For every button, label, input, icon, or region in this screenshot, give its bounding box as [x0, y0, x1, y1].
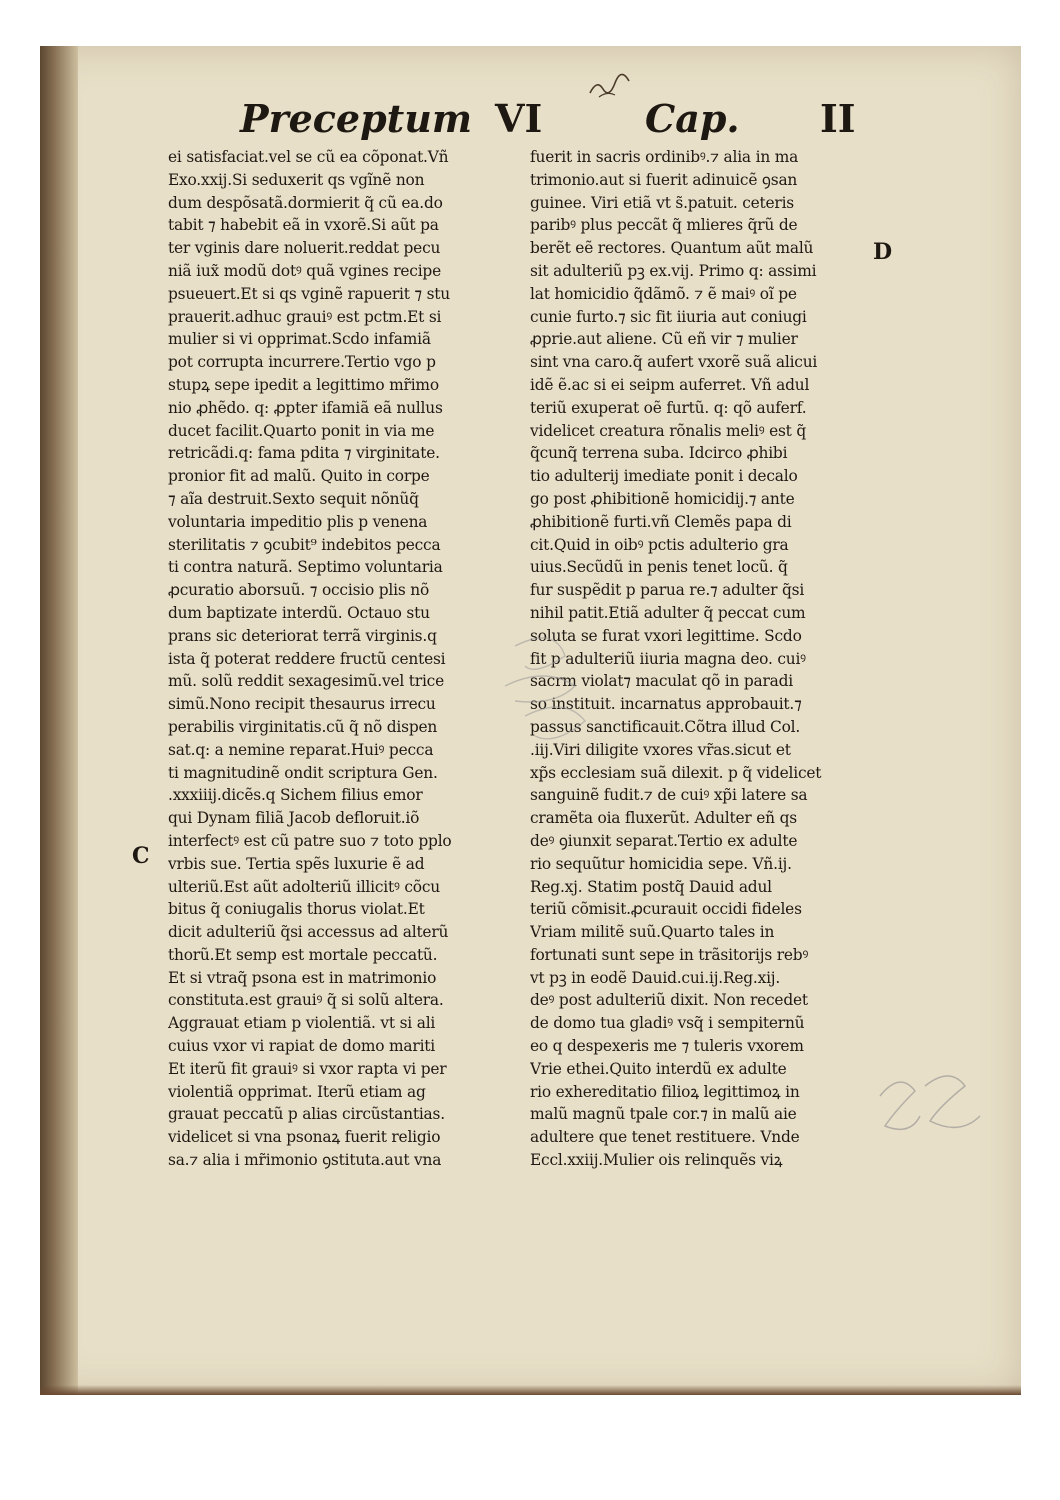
- text-line: cit.Quid in oibꝰ pctis adulterio gra: [530, 535, 789, 554]
- text-line: guinee. Viri etiã vt s̃.patuit. ceteris: [530, 193, 794, 212]
- header-chapter-label: Cap.: [645, 96, 740, 141]
- margin-section-mark: D: [873, 239, 893, 265]
- header-precept-number: VI: [495, 96, 543, 141]
- library-stamp: [870, 1066, 990, 1146]
- text-line: psueuert.Et si qs vginẽ rapuerit ⁊ stu: [168, 284, 450, 303]
- margin-section-mark: C: [132, 843, 150, 869]
- text-line: qui Dynam filiã Jacob defloruit.iõ: [168, 809, 420, 828]
- text-line: cuius vxor vi rapiat de domo mariti: [168, 1037, 435, 1056]
- text-line: prauerit.adhuc grauiꝰ est pctm.Et si: [168, 307, 442, 326]
- text-line: paribꝰ plus peccãt q̃ mlieres q̃rũ de: [530, 216, 798, 235]
- text-line: mũ. solũ reddit sexagesimũ.vel trice: [168, 672, 445, 691]
- text-line: retricãdi.q: fama pdita ⁊ virginitate.: [168, 444, 440, 463]
- text-line: idẽ ẽ.ac si ei seipm auferret. Vñ adul: [530, 375, 810, 394]
- text-line: sint vna caro.q̃ aufert vxorẽ suã alicui: [530, 353, 818, 372]
- text-line: deꝰ ꝯiunxit separat.Tertio ex adulte: [530, 831, 798, 850]
- text-line: trimonio.aut si fuerit adinuicẽ ꝯsan: [530, 170, 798, 189]
- text-line: grauat peccatũ p alias circũstantias.: [168, 1105, 445, 1124]
- text-line: sit adulteriũ pꝫ ex.vij. Primo q: assimi: [530, 261, 817, 280]
- text-line: fit p adulteriũ iiuria magna deo. cuiꝰ: [530, 649, 806, 668]
- text-line: fuerit in sacris ordinibꝰ.⁊ alia in ma: [530, 148, 799, 166]
- text-line: so instituit. incarnatus approbauit.⁊: [530, 695, 802, 714]
- text-line: soluta se furat vxori legittime. Scdo: [530, 626, 802, 645]
- text-line: simũ.Nono recipit thesaurus irrecu: [168, 695, 436, 714]
- text-line: sterilitatis ⁊ ꝯcubit⁹ indebitos pecca: [168, 535, 441, 554]
- text-line: nio ꝓhẽdo. q: ꝓpter ifamiã eã nullus: [168, 398, 443, 417]
- text-line: ⁊ aĩa destruit.Sexto sequit nõnũq̃: [168, 489, 419, 508]
- text-line: tio adulterij imediate ponit i decalo: [530, 467, 798, 486]
- text-line: ti magnitudinẽ ondit scriptura Gen.: [168, 763, 438, 782]
- text-line: teriũ cõmisit.ꝓcurauit occidi fideles: [530, 900, 802, 919]
- text-line: passus sanctificauit.Cõtra illud Col.: [530, 717, 801, 736]
- text-line: go post ꝓhibitionẽ homicidij.⁊ ante: [530, 489, 795, 508]
- text-line: sa.⁊ alia i mr̃imonio ꝯstituta.aut vna: [168, 1151, 442, 1170]
- text-line: stupꝝ sepe ipedit a legittimo mr̃imo: [168, 375, 439, 394]
- page-edge-shadow: [40, 1385, 1021, 1395]
- text-line: ter vginis dare noluerit.reddat pecu: [168, 239, 441, 258]
- text-line: sacrm violat⁊ maculat qõ in paradi: [530, 672, 793, 691]
- text-line: rio exhereditatio filioꝝ legittimoꝝ in: [530, 1082, 800, 1101]
- book-spine: [40, 46, 78, 1395]
- text-line: sanguinẽ fudit.⁊ de cuiꝰ xp̃i latere sa: [530, 786, 808, 805]
- text-line: pronior fit ad malũ. Quito in corpe: [168, 467, 430, 486]
- text-line: dum despõsatã.dormierit q̃ cũ ea.do: [168, 193, 443, 212]
- text-line: Et si vtraq̃ psona est in matrimonio: [168, 968, 437, 987]
- text-line: ista q̃ poterat reddere fructũ centesi: [168, 649, 446, 668]
- right-text-column: [530, 146, 870, 1172]
- text-line: eo q despexeris me ⁊ tuleris vxorem: [530, 1037, 804, 1056]
- text-line: fur suspẽdit p parua re.⁊ adulter q̃si: [530, 581, 805, 600]
- text-line: ꝓcuratio aborsuũ. ⁊ occisio plis nõ: [168, 581, 430, 600]
- text-line: thorũ.Et semp est mortale peccatũ.: [168, 945, 438, 964]
- text-line: voluntaria impeditio plis p venena: [168, 512, 428, 531]
- text-line: malũ magnũ tpale cor.⁊ in malũ aie: [530, 1105, 797, 1124]
- text-line: ulteriũ.Est aũt adolteriũ illicitꝰ cõcu: [168, 877, 440, 896]
- text-line: bitus q̃ coniugalis thorus violat.Et: [168, 900, 425, 919]
- text-line: prans sic deteriorat terrã virginis.q: [168, 626, 437, 645]
- text-line: adultere que tenet restituere. Vnde: [530, 1128, 800, 1147]
- text-line: ti contra naturã. Septimo voluntaria: [168, 558, 443, 577]
- text-line: videlicet si vna psonaꝝ fuerit religio: [168, 1128, 441, 1147]
- text-line: fortunati sunt sepe in trãsitorijs rebꝰ: [530, 945, 809, 964]
- header-chapter-number: II: [820, 96, 856, 141]
- text-line: Aggrauat etiam p violentiã. vt si ali: [168, 1014, 436, 1033]
- text-line: dum baptizate interdũ. Octauo stu: [168, 603, 430, 622]
- text-line: Vrie ethei.Quito interdũ ex adulte: [530, 1059, 787, 1078]
- text-line: xp̃s ecclesiam suã dilexit. p q̃ videlicet: [530, 763, 822, 782]
- text-line: videlicet creatura rõnalis meliꝰ est q̃: [530, 421, 807, 440]
- text-line: sat.q: a nemine reparat.Huiꝰ pecca: [168, 740, 434, 759]
- text-line: niã iux̃ modũ dotꝰ quã vgines recipe: [168, 261, 441, 280]
- text-line: Reg.xj. Statim postq̃ Dauid adul: [530, 877, 772, 896]
- text-line: Et iterũ fit grauiꝰ si vxor rapta vi per: [168, 1059, 447, 1078]
- text-line: lat homicidio q̃dãmõ. ⁊ ẽ maiꝰ oĩ pe: [530, 284, 797, 303]
- text-line: rio sequũtur homicidia sepe. Vñ.ij.: [530, 854, 792, 873]
- text-line: deꝰ post adulteriũ dixit. Non recedet: [530, 991, 808, 1010]
- text-line: pot corrupta incurrere.Tertio vgo p: [168, 353, 436, 372]
- text-line: cunie furto.⁊ sic fit iiuria aut coniugi: [530, 307, 807, 326]
- text-line: interfectꝰ est cũ patre suo ⁊ toto pplo: [168, 831, 452, 850]
- text-line: nihil patit.Etiã adulter q̃ peccat cum: [530, 603, 806, 622]
- text-line: q̃cunq̃ terrena suba. Idcirco ꝓhibi: [530, 444, 788, 463]
- text-line: ei satisfaciat.vel se cũ ea cõponat.Vñ: [168, 148, 449, 166]
- text-line: ꝓprie.aut aliene. Cũ eñ vir ⁊ mulier: [530, 330, 798, 349]
- header-title: Preceptum: [240, 96, 473, 141]
- text-line: teriũ exuperat oẽ furtũ. q: qõ auferf.: [530, 398, 807, 417]
- text-line: constituta.est grauiꝰ q̃ si solũ altera.: [168, 991, 444, 1010]
- scanned-page: [40, 46, 1021, 1395]
- text-line: berẽt eẽ rectores. Quantum aũt malũ: [530, 239, 814, 258]
- text-line: vrbis sue. Tertia spẽs luxurie ẽ ad: [168, 854, 425, 873]
- text-line: Exo.xxij.Si seduxerit qs vgĩnẽ non: [168, 170, 425, 189]
- text-line: Vriam militẽ suũ.Quarto tales in: [530, 923, 775, 942]
- text-line: cramẽta oia fluxerũt. Adulter eñ qs: [530, 809, 797, 828]
- text-line: ducet facilit.Quarto ponit in via me: [168, 421, 435, 440]
- text-line: vt pꝫ in eodẽ Dauid.cui.ij.Reg.xij.: [530, 968, 781, 987]
- text-line: perabilis virginitatis.cũ q̃ nõ dispen: [168, 717, 438, 736]
- text-line: de domo tua gladiꝰ vsq̃ i sempiternũ: [530, 1014, 805, 1033]
- text-line: .iij.Viri diligite vxores vr̃as.sicut et: [530, 740, 791, 759]
- left-text-column: [168, 146, 508, 1172]
- text-line: dicit adulteriũ q̃si accessus ad alterũ: [168, 923, 449, 942]
- text-line: mulier si vi opprimat.Scdo infamiã: [168, 330, 431, 349]
- text-line: ꝓhibitionẽ furti.vñ Clemẽs papa di: [530, 512, 792, 531]
- text-line: violentiã opprimat. Iterũ etiam ag: [168, 1082, 426, 1101]
- text-line: Eccl.xxiij.Mulier ois relinquẽs viꝝ: [530, 1151, 783, 1170]
- text-line: uius.Secũdũ in penis tenet locũ. q̃: [530, 558, 788, 577]
- text-line: tabit ⁊ habebit eã in vxorẽ.Si aũt pa: [168, 216, 439, 235]
- text-line: .xxxiiij.dicẽs.q Sichem filius emor: [168, 786, 423, 805]
